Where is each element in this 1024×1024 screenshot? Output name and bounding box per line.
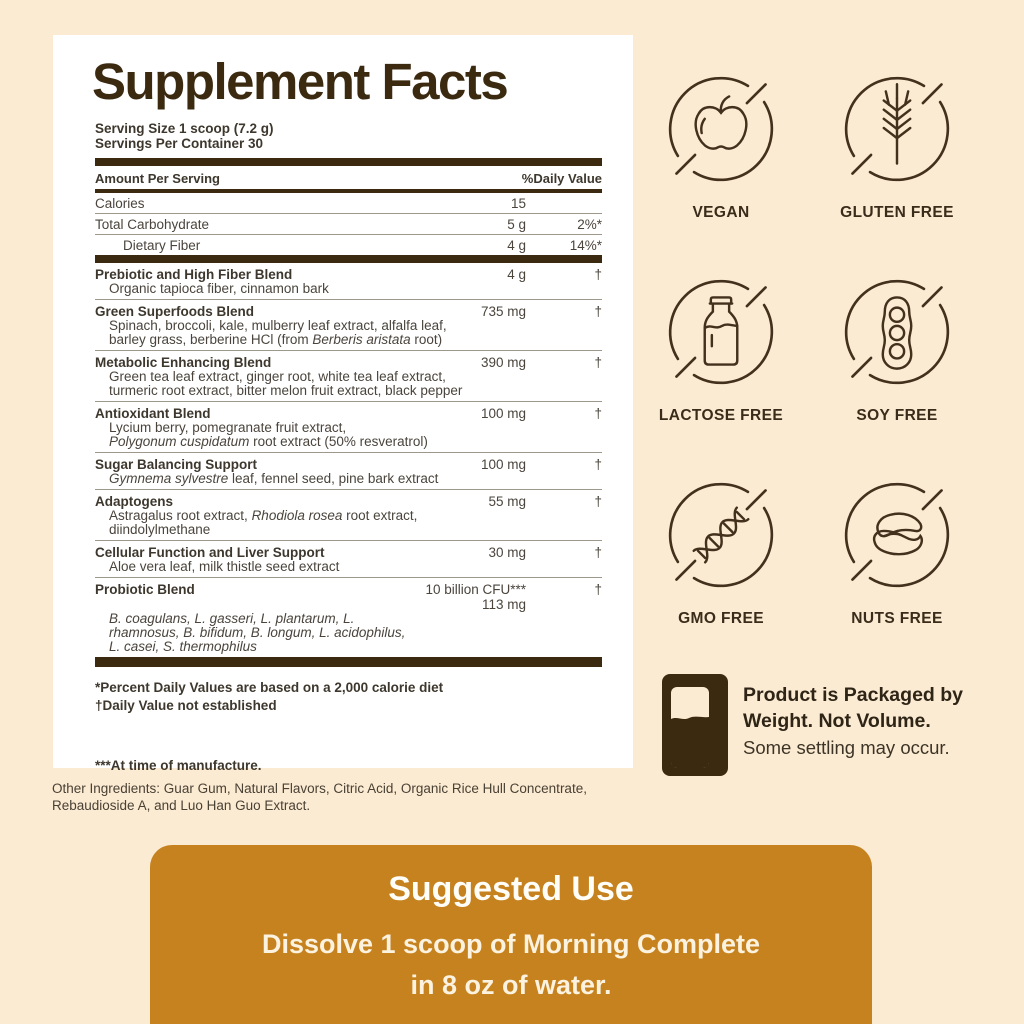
blend-name: Metabolic Enhancing Blend — [95, 354, 272, 370]
ingredient-text: turmeric root extract, bitter melon fruit extract, black pepper — [109, 382, 463, 398]
jar-fill-icon — [662, 674, 728, 776]
blend-name: Probiotic Blend — [95, 581, 195, 597]
footnotes — [95, 679, 602, 714]
badge-nuts-free — [836, 470, 958, 673]
serving-size: Serving Size 1 scoop (7.2 g) — [95, 121, 274, 136]
divider-bar — [95, 255, 602, 263]
blend-name: Adaptogens — [95, 493, 174, 509]
blend-ingredients-line — [95, 612, 602, 626]
blend-header-row — [95, 494, 602, 509]
blend-amount — [396, 267, 526, 282]
ingredient-text: root) — [410, 331, 443, 347]
nutrient-row — [95, 193, 602, 214]
blend-section — [95, 351, 602, 402]
blend-name: Green Superfoods Blend — [95, 303, 255, 319]
packaging-note-line3: Some settling may occur. — [743, 737, 950, 758]
supplement-facts-title: Supplement Facts — [92, 53, 508, 110]
ingredient-text: Green tea leaf extract, ginger root, white tea leaf extract, — [109, 368, 446, 384]
badge-vegan — [660, 64, 782, 267]
ingredient-text: B. coagulans, L. gasseri, L. plantarum, L. — [109, 610, 355, 626]
soy-pod-icon — [836, 271, 958, 398]
ingredient-text: Organic tapioca fiber, cinnamon bark — [109, 280, 329, 296]
blend-daily-value: † — [594, 354, 602, 370]
blend-section — [95, 402, 602, 453]
blend-amount-line: 4 g — [507, 266, 526, 282]
badge-label: GMO FREE — [678, 610, 764, 627]
blend-amount-line: 390 mg — [480, 354, 526, 370]
suggested-use-line1: Dissolve 1 scoop of Morning Complete — [261, 929, 761, 959]
blend-amount-line: 100 mg — [480, 456, 526, 472]
blend-section — [95, 300, 602, 351]
blend-amount-line: 100 mg — [480, 405, 526, 421]
dna-icon — [660, 474, 782, 601]
blend-header-row — [95, 582, 602, 612]
blend-daily-value: † — [594, 544, 602, 560]
blend-daily-value: † — [594, 581, 602, 597]
blend-amount-line: 30 mg — [488, 544, 526, 560]
blend-amount — [396, 457, 526, 472]
nutrient-daily-value: 2%* — [577, 216, 602, 232]
ingredient-text: Polygonum cuspidatum — [109, 433, 250, 449]
blend-ingredients-line — [95, 626, 602, 640]
packaging-note-line2: Weight. Not Volume. — [743, 710, 931, 732]
blend-name: Cellular Function and Liver Support — [95, 544, 325, 560]
other-ingredients: Other Ingredients: Guar Gum, Natural Flavors, Citric Acid, Organic Rice Hull Concentrate, Rebaudioside A, and Luo Han Guo Extract. — [52, 781, 587, 813]
blend-amount — [396, 304, 526, 319]
ingredient-text: Astragalus root extract, — [109, 507, 252, 523]
ingredient-text: root extract, — [342, 507, 418, 523]
blend-rows — [95, 263, 602, 657]
blend-ingredients-line — [95, 421, 602, 435]
footnote-not-established: †Daily Value not established — [95, 697, 277, 713]
badge-gluten-free — [836, 64, 958, 267]
blend-amount-line: 10 billion CFU*** — [425, 581, 526, 597]
blend-amount — [396, 355, 526, 370]
nuts-icon — [836, 474, 958, 601]
ingredient-text: root extract (50% resveratrol) — [249, 433, 428, 449]
ingredient-text: Aloe vera leaf, milk thistle seed extract — [109, 558, 340, 574]
ingredient-text: diindolylmethane — [109, 521, 211, 537]
blend-ingredients-line — [95, 640, 602, 654]
blend-amount — [396, 582, 526, 612]
amount-per-serving-header: Amount Per Serving — [95, 171, 220, 186]
blend-ingredients-line — [95, 333, 602, 347]
blend-header-row — [95, 355, 602, 370]
suggested-use-line2: in 8 oz of water. — [410, 970, 612, 1000]
nutrient-name: Dietary Fiber — [123, 237, 201, 253]
badge-label: SOY FREE — [856, 407, 938, 424]
ingredient-text: Lycium berry, pomegranate fruit extract, — [109, 419, 347, 435]
blend-ingredients-line — [95, 509, 602, 523]
badge-lactose-free — [659, 267, 783, 470]
blend-header-row — [95, 406, 602, 421]
blend-amount — [396, 545, 526, 560]
divider-bar — [95, 158, 602, 166]
milk-bottle-icon — [660, 271, 782, 398]
blend-header-row — [95, 545, 602, 560]
packaging-note-line1: Product is Packaged by — [743, 684, 963, 706]
blend-ingredients-line — [95, 435, 602, 449]
blend-header-row — [95, 304, 602, 319]
blend-name: Antioxidant Blend — [95, 405, 211, 421]
suggested-use-box — [150, 845, 872, 1024]
blend-amount-line: 735 mg — [480, 303, 526, 319]
ingredient-text: Gymnema sylvestre — [109, 470, 229, 486]
nutrient-amount: 4 g — [507, 237, 526, 253]
packaging-note-text — [743, 674, 963, 776]
blend-daily-value: † — [594, 493, 602, 509]
blend-section — [95, 490, 602, 541]
blend-header-row — [95, 457, 602, 472]
blend-ingredients-line — [95, 560, 602, 574]
nutrient-daily-value — [526, 196, 602, 211]
blend-header-row — [95, 267, 602, 282]
facts-table-header — [95, 166, 602, 189]
nutrient-row — [95, 214, 602, 235]
basic-nutrient-rows — [95, 193, 602, 255]
blend-ingredients-line — [95, 319, 602, 333]
blend-ingredients-line — [95, 523, 602, 537]
blend-amount — [396, 406, 526, 421]
blend-amount-line: 55 mg — [488, 493, 526, 509]
blend-name: Prebiotic and High Fiber Blend — [95, 266, 293, 282]
badge-label: LACTOSE FREE — [658, 407, 784, 424]
ingredient-text: rhamnosus, B. bifidum, B. longum, L. acidophilus, — [109, 624, 406, 640]
badge-label: GLUTEN FREE — [840, 204, 954, 221]
nutrient-name: Calories — [95, 195, 145, 211]
free-of-badges — [633, 64, 985, 673]
blend-daily-value: † — [594, 405, 602, 421]
footnote-daily-value: *Percent Daily Values are based on a 2,000 calorie diet — [95, 680, 444, 695]
blend-daily-value: † — [594, 303, 602, 319]
blend-daily-value: † — [594, 456, 602, 472]
blend-ingredients-line — [95, 370, 602, 384]
blend-section — [95, 541, 602, 578]
blend-section — [95, 578, 602, 657]
suggested-use-text — [150, 924, 872, 1006]
blend-amount-line: 113 mg — [481, 596, 526, 612]
nutrient-amount: 15 — [510, 195, 526, 211]
daily-value-header: %Daily Value — [521, 171, 602, 186]
blend-section — [95, 263, 602, 300]
blend-name: Sugar Balancing Support — [95, 456, 258, 472]
apple-icon — [660, 68, 782, 195]
ingredient-text: leaf, fennel seed, pine bark extract — [228, 470, 439, 486]
packaging-note — [662, 674, 963, 776]
badge-gmo-free — [660, 470, 782, 673]
ingredient-text: Rhodiola rosea — [251, 507, 343, 523]
badge-label: NUTS FREE — [851, 610, 943, 627]
ingredient-text: Berberis aristata — [312, 331, 411, 347]
blend-daily-value: † — [594, 266, 602, 282]
badge-soy-free — [836, 267, 958, 470]
suggested-use-title: Suggested Use — [388, 870, 634, 908]
nutrient-row — [95, 235, 602, 255]
nutrient-daily-value: 14%* — [569, 237, 602, 253]
nutrient-name: Total Carbohydrate — [95, 216, 210, 232]
divider-bar — [95, 657, 602, 667]
blend-ingredients-line — [95, 472, 602, 486]
blend-ingredients-line — [95, 282, 602, 296]
servings-per-container: Servings Per Container 30 — [95, 136, 264, 151]
blend-ingredients-line — [95, 384, 602, 398]
blend-section — [95, 453, 602, 490]
nutrient-amount: 5 g — [507, 216, 526, 232]
manufacture-note: ***At time of manufacture. — [95, 758, 262, 773]
wheat-icon — [836, 68, 958, 195]
ingredient-text: L. casei, S. thermophilus — [109, 638, 257, 654]
ingredient-text: Spinach, broccoli, kale, mulberry leaf extract, alfalfa leaf, — [109, 317, 447, 333]
badge-label: VEGAN — [692, 204, 750, 221]
ingredient-text: barley grass, berberine HCl (from — [109, 331, 313, 347]
supplement-facts-panel — [53, 35, 633, 773]
blend-amount — [396, 494, 526, 509]
